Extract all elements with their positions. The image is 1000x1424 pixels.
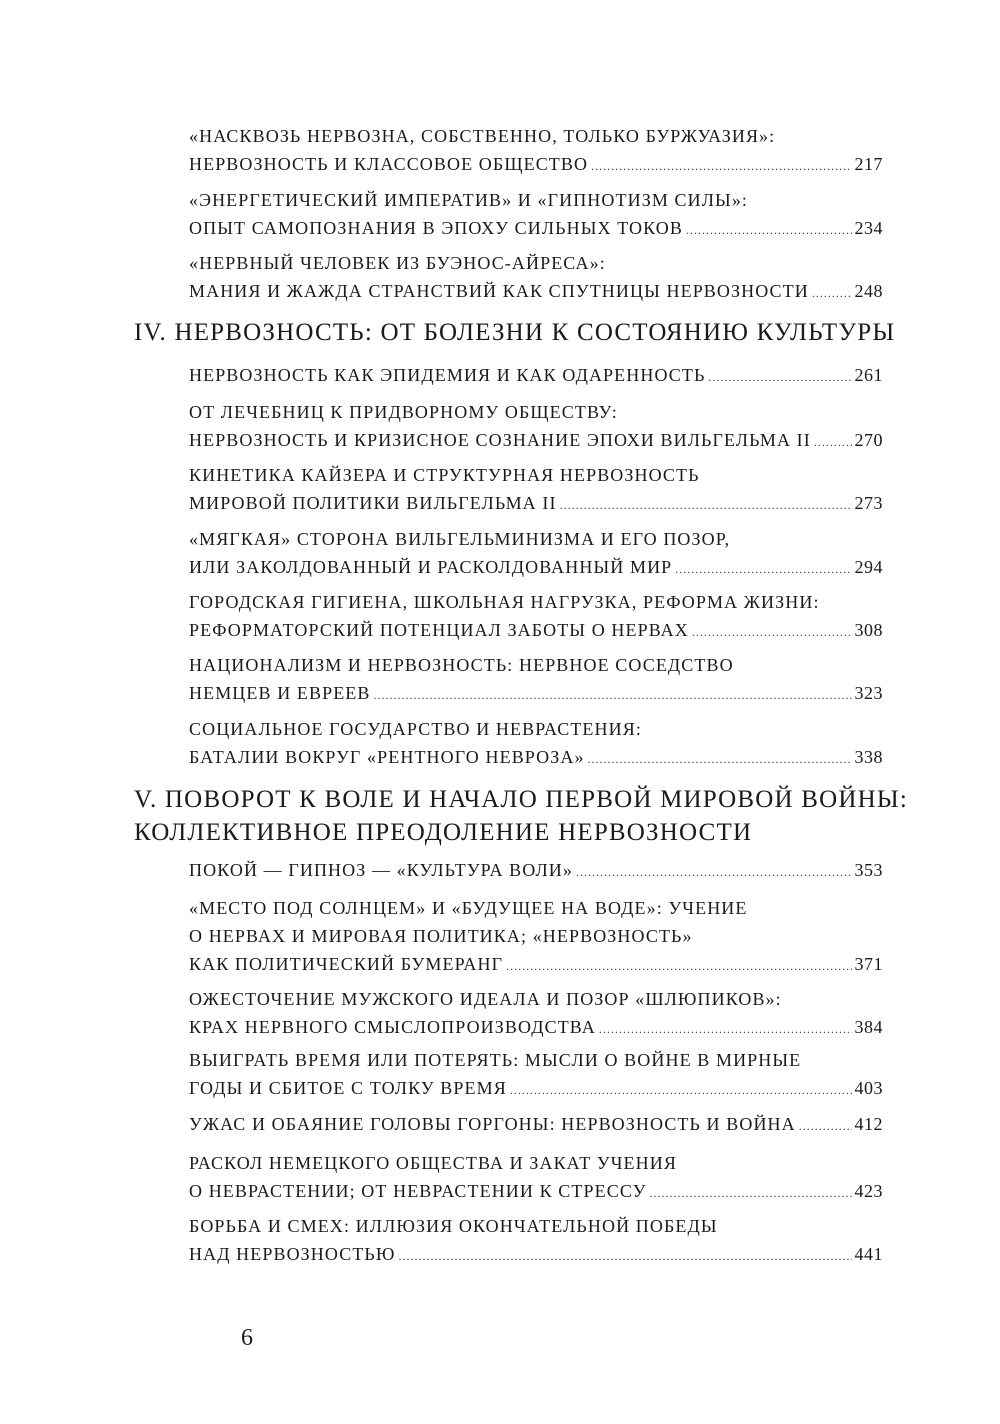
toc-page-number: 403 — [854, 1078, 883, 1098]
toc-entry — [189, 985, 883, 1041]
page-folio: 6 — [241, 1325, 253, 1351]
chapter-title-line: КОЛЛЕКТИВНОЕ ПРЕОДОЛЕНИЕ НЕРВОЗНОСТИ — [134, 819, 753, 846]
toc-page-number: 308 — [854, 620, 883, 640]
toc-entry-line: О НЕВРАСТЕНИИ; ОТ НЕВРАСТЕНИИ К СТРЕССУ — [189, 1181, 647, 1201]
dot-leader — [692, 618, 852, 646]
toc-entry-line: «МЯГКАЯ» СТОРОНА ВИЛЬГЕЛЬМИНИЗМА И ЕГО ПОЗОР, — [189, 529, 731, 549]
dot-leader — [374, 681, 852, 709]
toc-entry — [189, 361, 883, 389]
toc-entry — [189, 856, 883, 884]
toc-entry-line: КРАХ НЕРВНОГО СМЫСЛОПРОИЗВОДСТВА — [189, 1017, 596, 1037]
toc-entry-line: О НЕРВАХ И МИРОВАЯ ПОЛИТИКА; «НЕРВОЗНОСТЬ» — [189, 926, 693, 946]
toc-page-number: 353 — [854, 860, 883, 880]
toc-page-number: 384 — [854, 1017, 883, 1037]
dot-leader — [814, 428, 852, 456]
toc-entry — [189, 398, 883, 454]
toc-page-number: 217 — [854, 154, 883, 174]
dot-leader — [599, 1015, 852, 1043]
toc-entry-line: НАЦИОНАЛИЗМ И НЕРВОЗНОСТЬ: НЕРВНОЕ СОСЕДСТВО — [189, 655, 734, 675]
toc-entry — [189, 1110, 883, 1138]
toc-entry-nervousness-class — [189, 122, 883, 178]
dot-leader — [398, 1242, 851, 1270]
toc-entry-line: СОЦИАЛЬНОЕ ГОСУДАРСТВО И НЕВРАСТЕНИЯ: — [189, 719, 642, 739]
toc-entry-line: НЕМЦЕВ И ЕВРЕЕВ — [189, 683, 371, 703]
toc-page-number: 441 — [854, 1244, 883, 1264]
toc-entry-energy-imperative — [189, 186, 883, 242]
toc-page-number: 273 — [854, 493, 883, 513]
dot-leader — [588, 745, 852, 773]
dot-leader — [560, 491, 852, 519]
toc-entry-line: ГОДЫ И СБИТОЕ С ТОЛКУ ВРЕМЯ — [189, 1078, 507, 1098]
chapter-title-line: IV. НЕРВОЗНОСТЬ: ОТ БОЛЕЗНИ К СОСТОЯНИЮ КУЛЬТУРЫ — [134, 319, 896, 346]
toc-entry — [189, 1046, 883, 1102]
toc-page-number: 270 — [854, 430, 883, 450]
dot-leader — [686, 216, 851, 244]
toc-entry — [189, 894, 883, 978]
toc-entry — [189, 588, 883, 644]
toc-page-number: 248 — [854, 281, 883, 301]
toc-entry — [189, 525, 883, 581]
dot-leader — [799, 1112, 852, 1140]
toc-entry-line: МИРОВОЙ ПОЛИТИКИ ВИЛЬГЕЛЬМА II — [189, 493, 557, 513]
toc-page-number: 234 — [854, 218, 883, 238]
toc-entry-line: «НАСКВОЗЬ НЕРВОЗНА, СОБСТВЕННО, ТОЛЬКО БУРЖУАЗИЯ»: — [189, 126, 776, 146]
toc-page-number: 371 — [854, 954, 883, 974]
toc-entry-line: РАСКОЛ НЕМЕЦКОГО ОБЩЕСТВА И ЗАКАТ УЧЕНИЯ — [189, 1153, 677, 1173]
toc-entry-line: МАНИЯ И ЖАЖДА СТРАНСТВИЙ КАК СПУТНИЦЫ НЕРВОЗНОСТИ — [189, 281, 809, 301]
chapter-heading-v — [134, 783, 909, 849]
toc-entry-line: НАД НЕРВОЗНОСТЬЮ — [189, 1244, 396, 1264]
toc-page-number: 338 — [854, 747, 883, 767]
toc-entry-line: ГОРОДСКАЯ ГИГИЕНА, ШКОЛЬНАЯ НАГРУЗКА, РЕФОРМА ЖИЗНИ: — [189, 592, 820, 612]
toc-entry — [189, 1149, 883, 1205]
dot-leader — [650, 1179, 852, 1207]
toc-entry-line: УЖАС И ОБАЯНИЕ ГОЛОВЫ ГОРГОНЫ: НЕРВОЗНОСТЬ И ВОЙНА — [189, 1114, 796, 1134]
toc-page-number: 261 — [854, 365, 883, 385]
dot-leader — [812, 279, 852, 307]
toc-page-number: 412 — [854, 1114, 883, 1134]
toc-entry-line: ОТ ЛЕЧЕБНИЦ К ПРИДВОРНОМУ ОБЩЕСТВУ: — [189, 402, 618, 422]
toc-entry-line: ОПЫТ САМОПОЗНАНИЯ В ЭПОХУ СИЛЬНЫХ ТОКОВ — [189, 218, 684, 238]
dot-leader — [506, 952, 851, 980]
toc-page-number: 323 — [854, 683, 883, 703]
dot-leader — [576, 858, 852, 886]
dot-leader — [675, 555, 851, 583]
toc-entry-line: ОЖЕСТОЧЕНИЕ МУЖСКОГО ИДЕАЛА И ПОЗОР «ШЛЮПИКОВ»: — [189, 989, 782, 1009]
toc-entry-line: НЕРВОЗНОСТЬ И КЛАССОВОЕ ОБЩЕСТВО — [189, 154, 589, 174]
toc-page-number: 423 — [854, 1181, 883, 1201]
toc-entry-line: КИНЕТИКА КАЙЗЕРА И СТРУКТУРНАЯ НЕРВОЗНОСТЬ — [189, 465, 700, 485]
toc-entry-line: «МЕСТО ПОД СОЛНЦЕМ» И «БУДУЩЕЕ НА ВОДЕ»: УЧЕНИЕ — [189, 898, 748, 918]
toc-entry-buenos-aires — [189, 249, 883, 305]
toc-entry — [189, 461, 883, 517]
toc-entry-line: «НЕРВНЫЙ ЧЕЛОВЕК ИЗ БУЭНОС-АЙРЕСА»: — [189, 253, 606, 273]
toc-entry-line: БОРЬБА И СМЕХ: ИЛЛЮЗИЯ ОКОНЧАТЕЛЬНОЙ ПОБЕДЫ — [189, 1216, 718, 1236]
toc-entry-line: КАК ПОЛИТИЧЕСКИЙ БУМЕРАНГ — [189, 954, 504, 974]
toc-entry — [189, 651, 883, 707]
toc-page-number: 294 — [854, 557, 883, 577]
chapter-title-line: V. ПОВОРОТ К ВОЛЕ И НАЧАЛО ПЕРВОЙ МИРОВОЙ ВОЙНЫ: — [134, 786, 909, 813]
toc-entry-line: НЕРВОЗНОСТЬ И КРИЗИСНОЕ СОЗНАНИЕ ЭПОХИ ВИЛЬГЕЛЬМА II — [189, 430, 811, 450]
toc-entry-line: НЕРВОЗНОСТЬ КАК ЭПИДЕМИЯ И КАК ОДАРЕННОСТЬ — [189, 365, 706, 385]
toc-entry-line: РЕФОРМАТОРСКИЙ ПОТЕНЦИАЛ ЗАБОТЫ О НЕРВАХ — [189, 620, 689, 640]
toc-entry-line: ИЛИ ЗАКОЛДОВАННЫЙ И РАСКОЛДОВАННЫЙ МИР — [189, 557, 673, 577]
toc-entry-line: ВЫИГРАТЬ ВРЕМЯ ИЛИ ПОТЕРЯТЬ: МЫСЛИ О ВОЙНЕ В МИРНЫЕ — [189, 1050, 802, 1070]
chapter-heading-iv — [134, 316, 894, 349]
dot-leader — [708, 363, 851, 391]
toc-entry-line: «ЭНЕРГЕТИЧЕСКИЙ ИМПЕРАТИВ» И «ГИПНОТИЗМ СИЛЫ»: — [189, 190, 749, 210]
toc-entry — [189, 1212, 883, 1268]
dot-leader — [510, 1076, 852, 1104]
toc-entry — [189, 715, 883, 771]
toc-entry-line: БАТАЛИИ ВОКРУГ «РЕНТНОГО НЕВРОЗА» — [189, 747, 585, 767]
dot-leader — [591, 152, 851, 180]
toc-entry-line: ПОКОЙ — ГИПНОЗ — «КУЛЬТУРА ВОЛИ» — [189, 860, 573, 880]
